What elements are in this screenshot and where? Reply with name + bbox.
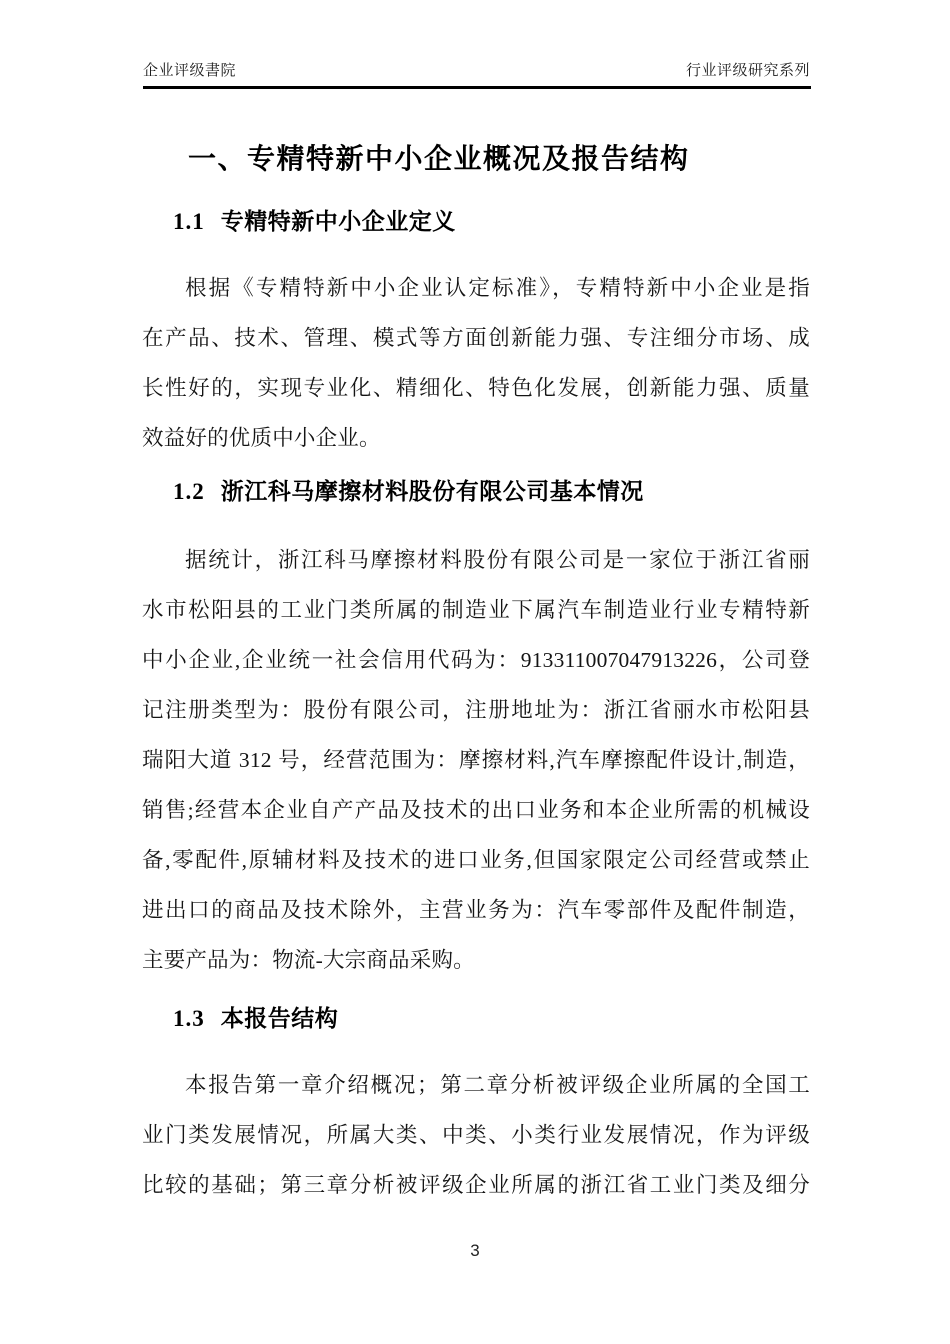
text-line: 根据《专精特新中小企业认定标准》，专精特新中小企业是指 [185, 276, 810, 300]
text-line: 业门类发展情况，所属大类、中类、小类行业发展情况，作为评级 [142, 1123, 810, 1147]
text-line: 销售;经营本企业自产产品及技术的出口业务和本企业所需的机械设 [142, 798, 810, 822]
section-heading-1-3 [173, 1004, 338, 1034]
text-line: 比较的基础；第三章分析被评级企业所属的浙江省工业门类及细分 [142, 1173, 810, 1197]
paragraph-definition [142, 263, 810, 463]
section-number: 1.3 [173, 1006, 205, 1031]
section-heading-1-1 [173, 207, 456, 237]
section-title: 浙江科马摩擦材料股份有限公司基本情况 [220, 479, 644, 504]
text-line: 在产品、技术、管理、模式等方面创新能力强、专注细分市场、成 [142, 326, 810, 350]
header-divider [143, 86, 811, 89]
text-line: 水市松阳县的工业门类所属的制造业下属汽车制造业行业专精特新 [142, 598, 810, 622]
section-number: 1.2 [173, 479, 205, 504]
text-line: 中小企业,企业统一社会信用代码为：913311007047913226，公司登 [142, 648, 810, 672]
text-line: 据统计，浙江科马摩擦材料股份有限公司是一家位于浙江省丽 [185, 548, 810, 572]
text-line: 效益好的优质中小企业。 [142, 426, 381, 450]
header-right-text: 行业评级研究系列 [685, 63, 810, 79]
section-title: 专精特新中小企业定义 [220, 209, 456, 234]
page-number: 3 [470, 1241, 480, 1260]
section-title: 本报告结构 [220, 1006, 339, 1031]
page-header [143, 61, 810, 81]
section-heading-1-2 [173, 477, 644, 507]
text-line: 瑞阳大道 312 号，经营范围为：摩擦材料,汽车摩擦配件设计,制造， [142, 748, 810, 772]
paragraph-company-profile [142, 535, 810, 985]
text-line: 记注册类型为：股份有限公司，注册地址为：浙江省丽水市松阳县 [142, 698, 810, 722]
text-line: 长性好的，实现专业化、精细化、特色化发展，创新能力强、质量 [142, 376, 810, 400]
text-line: 主要产品为：物流-大宗商品采购。 [142, 948, 475, 972]
text-line: 本报告第一章介绍概况；第二章分析被评级企业所属的全国工 [185, 1073, 810, 1097]
chapter-title: 一、专精特新中小企业概况及报告结构 [188, 144, 690, 175]
section-number: 1.1 [173, 209, 205, 234]
text-line: 备,零配件,原辅材料及技术的进口业务,但国家限定公司经营或禁止 [142, 848, 810, 872]
paragraph-report-structure [142, 1060, 810, 1210]
header-left-text: 企业评级書院 [143, 63, 237, 79]
text-line: 进出口的商品及技术除外，主营业务为：汽车零部件及配件制造， [142, 898, 810, 922]
